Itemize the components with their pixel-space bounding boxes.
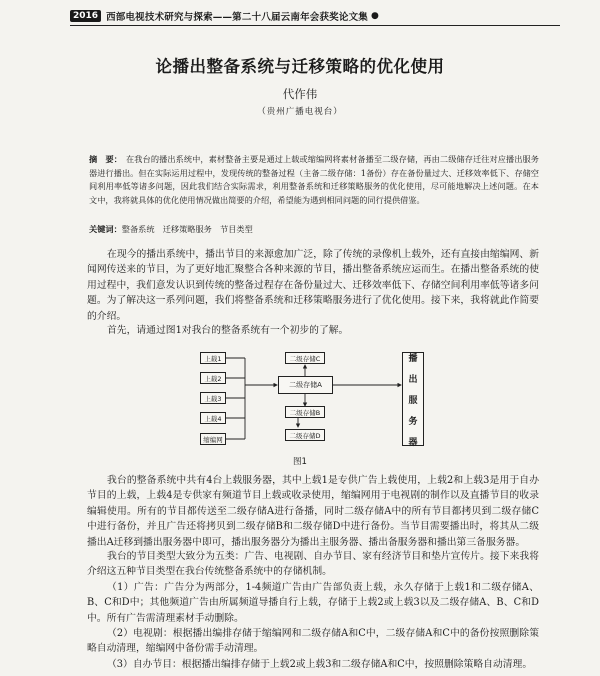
paragraph-system-description: 我台的整备系统中共有4台上载服务器，其中上载1是专供广告上载使用，上载2和上载3是用于自办节目的上载，上载4是专供家有频道节目上载或收录使用，缩编网用于电视剧的制作以及直播节目的收录编辑使用。所有的节目都传送至二级存储A进行备播，同时二级存储A中的所有节目都拷贝到二级存储C中进行备份，并且广告还将拷贝到二级存储B和二级存储D中进行备份。当节目需要播出时，将其从二级播出A迁移到播出服务器中即可，播出服务器分为播出主服务器、播出备服务器和播出第三备服务器。 [87, 475, 539, 548]
paragraph-program-types: 我台的节目类型大致分为五类：广告、电视剧、自办节目、家有经济节目和垫片宣传片。接下来我将介绍这五种节目类型在我台传统整备系统中的存储机制。 [87, 551, 539, 578]
server-char: 务 [408, 416, 418, 427]
abstract-text: 在我台的播出系统中，素材整备主要是通过上载或缩编网将素材备播至二级存储，再由二级储存迁往对应播出服务器进行播出。但在实际运用过程中，发现传统的整备过程（主备二级存储：1备份）存在备份量过大、迁移效率低下、存储空间利用率低等诸多问题，因此我们结合实际需求，利用整备系统和迁移策略服务的优化使用，尽可能地解决上述问题。在本文中，我将就具体的优化使用情况做出简要的介绍，希望能为遇到相同问题的同行提供借鉴。 [89, 154, 539, 205]
abstract [89, 153, 539, 207]
author-affiliation: （贵州广播电视台） [257, 107, 343, 117]
abstract-label: 摘 要： [89, 154, 123, 164]
server-char: 出 [408, 374, 418, 385]
article-title: 论播出整备系统与迁移策略的优化使用 [155, 57, 445, 76]
box-store-c: 二级存储C [285, 352, 325, 364]
list-item-ads: （1）广告：广告分为两部分，1-4频道广告由广告部负责上载，永久存储于上载1和二级存储A、B、C和D中；其他频道广告由所属频道导播自行上载，存储于上载2或上载3以及二级存储A、B、C和D中。所有广告需清理素材手动删除。 [87, 582, 539, 624]
box-upload-1: 上载1 [200, 352, 226, 364]
box-store-a: 二级存储A [278, 376, 333, 394]
box-upload-4: 上载4 [200, 412, 226, 424]
list-item-own-programs: （3）自办节目：根据播出编排存储于上载2或上载3和二级存储A和C中，按照删除策略自动清理。 [107, 659, 533, 670]
box-upload-2: 上载2 [200, 372, 226, 384]
box-store-b: 二级存储B [285, 406, 325, 418]
system-diagram [195, 345, 440, 450]
figure-caption: 图1 [293, 457, 307, 467]
server-char: 服 [408, 395, 418, 406]
server-char: 器 [408, 437, 418, 448]
keywords [89, 223, 539, 235]
running-title: 西部电视技术研究与探索——第二十八届云南年会获奖论文集 [106, 12, 368, 23]
running-header [70, 7, 560, 26]
box-edit-network: 缩编网 [200, 433, 226, 445]
author-name: 代作伟 [282, 87, 318, 101]
paragraph-intro: 在现今的播出系统中，播出节目的来源愈加广泛，除了传统的录像机上载外，还有直接由缩编网、新闻网传送来的节目，为了更好地汇聚整合各种来源的节目，播出整备系统应运而生。在播出整备系统的使用过程中，我们意发认识到传统的整备过程存在备份量过大、迁移效率低下、存储空间利用率低等诸多问题。为了解决这一系列问题，我们将整备系统和迁移策略服务进行了优化使用。接下来，我将就此作简要的介绍。 [87, 249, 539, 322]
server-char: 播 [408, 353, 418, 364]
box-store-d: 二级存储D [285, 429, 325, 441]
keywords-text: 整备系统 迁移策略服务 节目类型 [121, 224, 253, 234]
box-playout-server [402, 352, 424, 446]
box-upload-3: 上载3 [200, 392, 226, 404]
paragraph-figure-ref: 首先，请通过图1对我台的整备系统有一个初步的了解。 [107, 325, 349, 336]
keywords-label: 关键词： [89, 224, 122, 234]
list-item-tv-drama: （2）电视剧：根据播出编排存储于缩编网和二级存储A和C中，二级存储A和C中的备份按照删除策略自动清理，缩编网中备份需手动清理。 [87, 628, 539, 655]
page-number-badge: 2016 [70, 10, 101, 22]
header-bullet-icon: ● [370, 11, 379, 21]
